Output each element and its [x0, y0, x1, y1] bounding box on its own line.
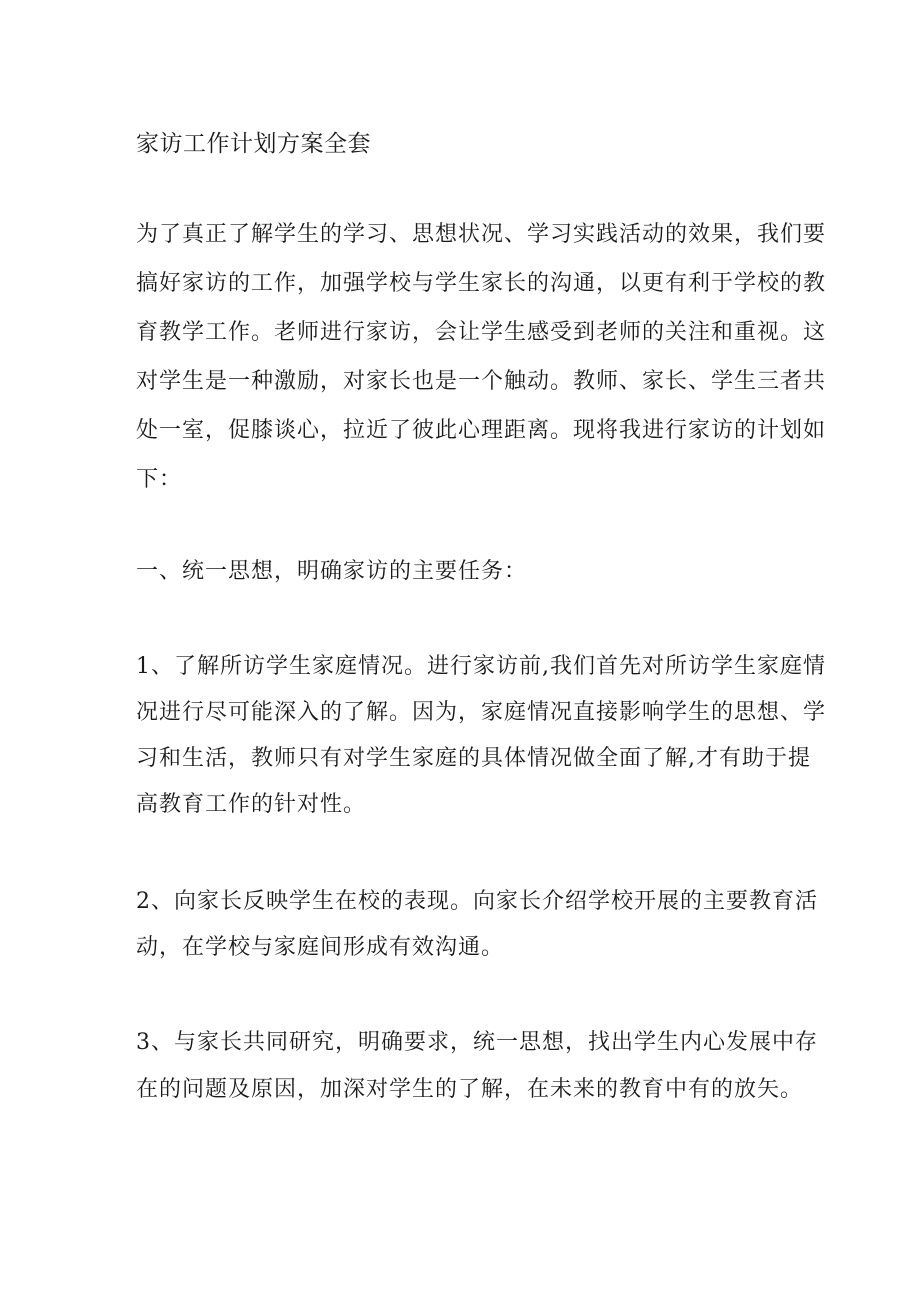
item-1-line: 况进行尽可能深入的了解。因为，家庭情况直接影响学生的思想、学 [136, 700, 827, 725]
item-1-line: 1、了解所访学生家庭情况。进行家访前,我们首先对所访学生家庭情 [136, 654, 826, 679]
list-item-3 [136, 1019, 818, 1113]
section-heading-text: 一、统一思想，明确家访的主要任务： [136, 559, 528, 584]
item-2-line: 2、向家长反映学生在校的表现。向家长介绍学校开展的主要教育活 [136, 889, 818, 914]
intro-line: 下： [136, 467, 183, 492]
intro-line: 育教学工作。老师进行家访，会让学生感受到老师的关注和重视。这 [136, 320, 827, 345]
item-2-line: 动，在学校与家庭间形成有效沟通。 [136, 935, 505, 960]
intro-line: 处一室，促膝谈心，拉近了彼此心理距离。现将我进行家访的计划如 [136, 418, 827, 443]
item-3-line: 3、与家长共同研究，明确要求，统一思想，找出学生内心发展中存 [136, 1030, 818, 1055]
item-1-line: 高教育工作的针对性。 [136, 792, 367, 817]
list-item-1 [136, 644, 827, 828]
list-item-2 [136, 879, 818, 971]
item-3-line: 在的问题及原因，加深对学生的了解，在未来的教育中有的放矢。 [136, 1077, 804, 1102]
intro-line: 对学生是一种激励，对家长也是一个触动。教师、家长、学生三者共 [136, 369, 827, 394]
item-1-line: 习和生活，教师只有对学生家庭的具体情况做全面了解,才有助于提 [136, 746, 811, 771]
intro-line: 为了真正了解学生的学习、思想状况、学习实践活动的效果，我们要 [136, 222, 827, 247]
intro-line: 搞好家访的工作，加强学校与学生家长的沟通，以更有利于学校的教 [136, 271, 827, 296]
section-heading [136, 550, 796, 594]
document-title: 家访工作计划方案全套 [136, 131, 371, 157]
intro-paragraph [136, 210, 827, 504]
